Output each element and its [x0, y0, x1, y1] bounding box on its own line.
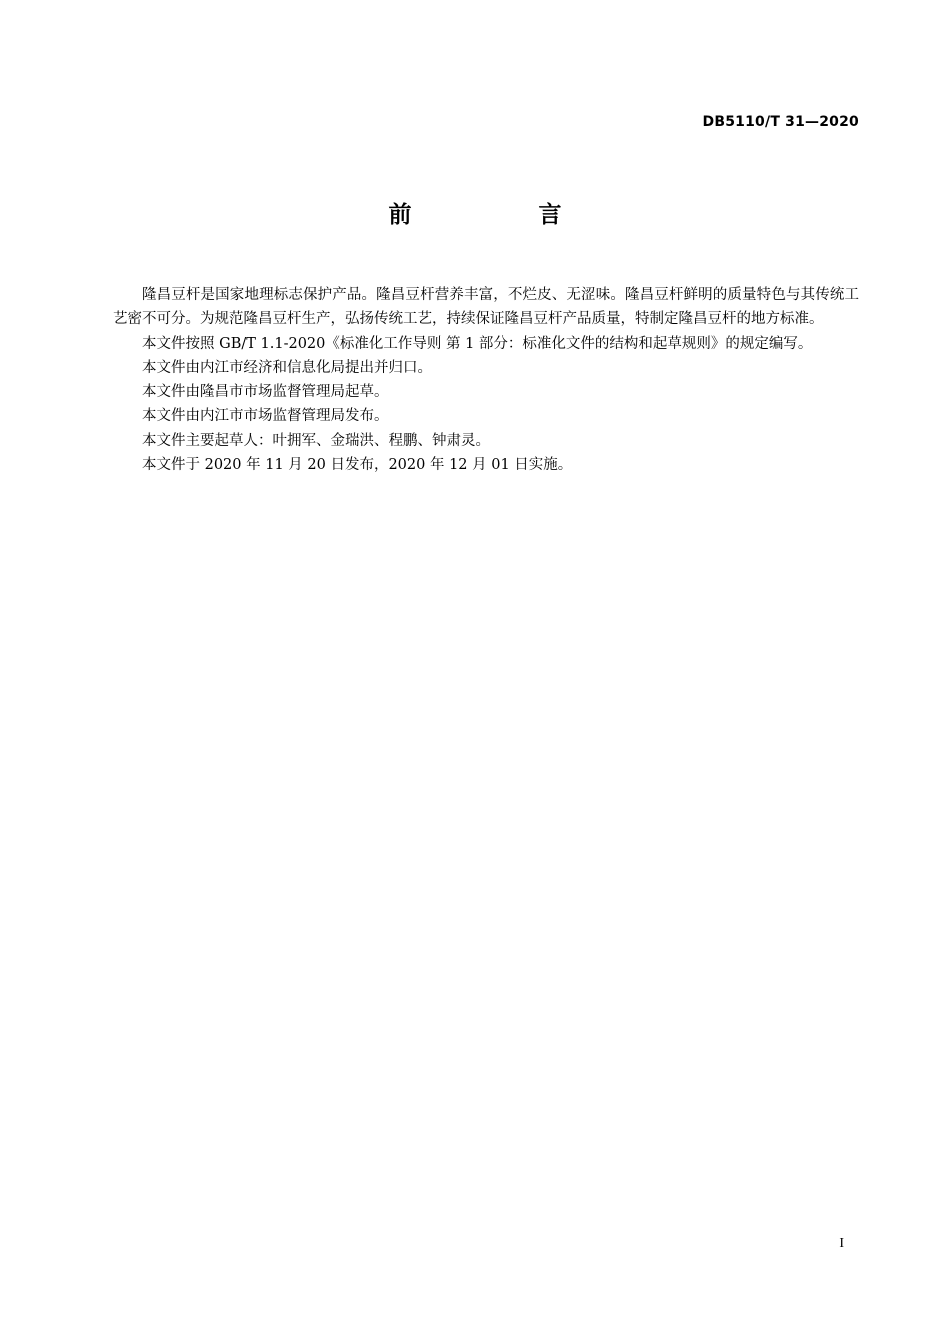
paragraph-intro: 隆昌豆杆是国家地理标志保护产品。隆昌豆杆营养丰富，不烂皮、无涩味。隆昌豆杆鲜明的质量特色与其传统工艺密不可分。为规范隆昌豆杆生产，弘扬传统工艺，持续保证隆昌豆杆产品质量，特制定隆昌豆杆的地方标准。 — [113, 287, 859, 328]
paragraph-drafting-rules: 本文件按照 GB/T 1.1-2020《标准化工作导则 第 1 部分：标准化文件的结构和起草规则》的规定编写。 — [142, 335, 813, 352]
paragraph-publisher: 本文件由内江市市场监督管理局发布。 — [142, 408, 389, 425]
page-number: I — [839, 1236, 844, 1251]
paragraph-dates: 本文件于 2020 年 11 月 20 日发布，2020 年 12 月 01 日实施。 — [142, 457, 573, 474]
paragraph-proposer: 本文件由内江市经济和信息化局提出并归口。 — [142, 359, 432, 376]
page-title: 前 言 — [388, 202, 614, 228]
foreword-body — [113, 283, 859, 477]
standard-number: DB5110/T 31—2020 — [702, 114, 859, 130]
paragraph-drafter-org: 本文件由隆昌市市场监督管理局起草。 — [142, 384, 389, 401]
paragraph-drafters: 本文件主要起草人：叶拥军、金瑞洪、程鹏、钟肃灵。 — [142, 432, 490, 449]
